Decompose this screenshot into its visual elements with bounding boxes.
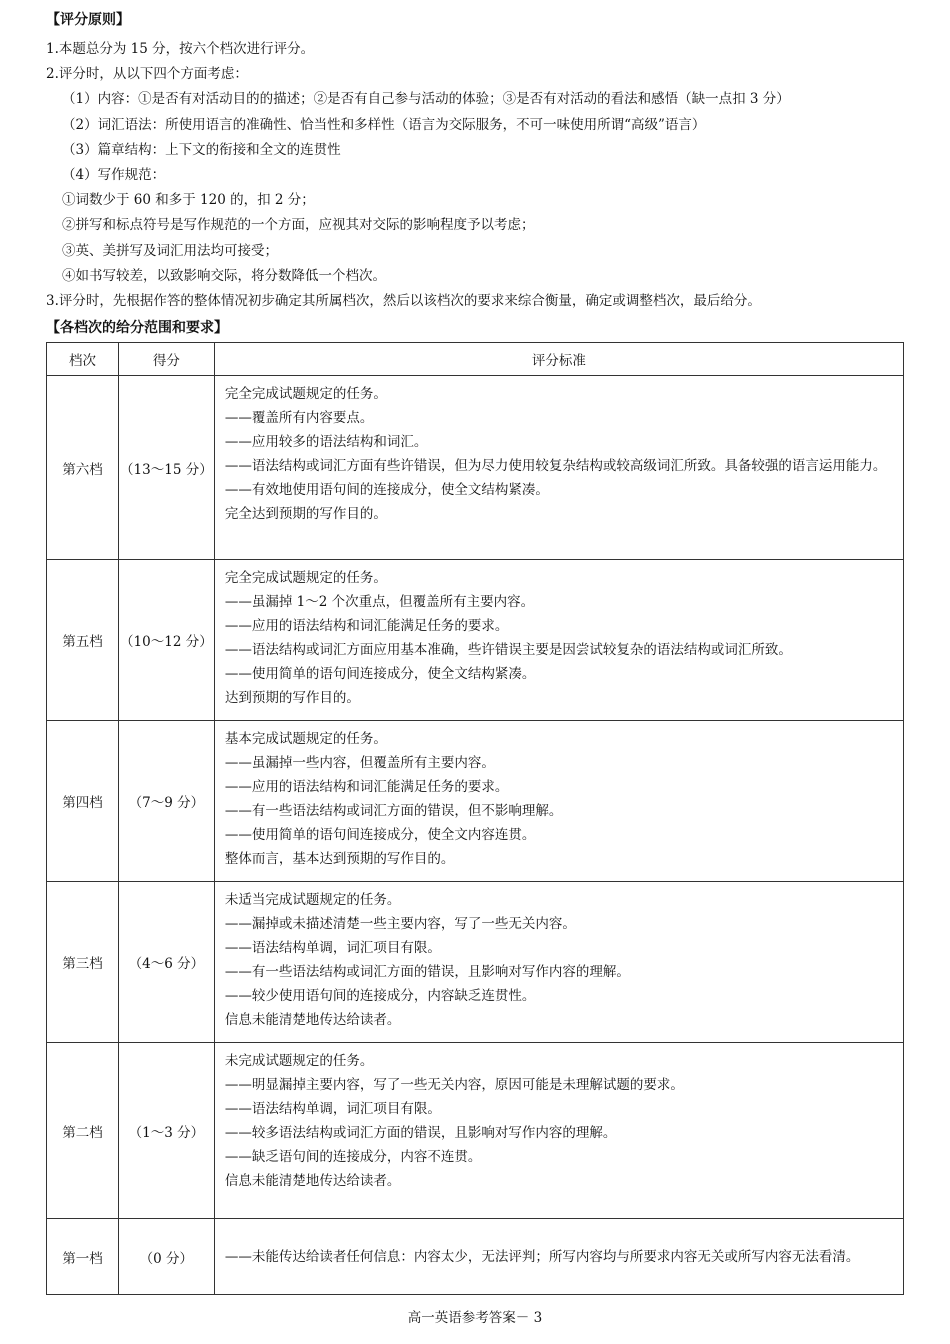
criteria-line: 基本完成试题规定的任务。 [224,731,387,747]
criteria-line: 完全完成试题规定的任务。 [224,386,387,402]
criteria-cell [214,882,903,1043]
criteria-line: ——使用简单的语句间连接成分，使全文内容连贯。 [224,827,536,843]
ranges-heading: 【各档次的给分范围和要求】 [46,320,228,336]
criteria-line: ——虽漏掉 1～2 个次重点，但覆盖所有主要内容。 [224,594,535,610]
criteria-line: ——较少使用语句间的连接成分，内容缺乏连贯性。 [224,988,536,1004]
principle-line: ③英、美拼写及词汇用法均可接受； [62,242,278,259]
criteria-line: ——较多语法结构或词汇方面的错误，且影响对写作内容的理解。 [224,1125,617,1141]
criteria-line: ——虽漏掉一些内容，但覆盖所有主要内容。 [224,755,495,771]
principles-list [46,37,926,314]
criteria-line: 达到预期的写作目的。 [224,690,360,706]
table-row [47,721,904,882]
table-row [47,560,904,721]
principle-line: 3.评分时，先根据作答的整体情况初步确定其所属档次，然后以该档次的要求来综合衡量，确定或调整档次，最后给分。 [46,292,761,309]
criteria-line: 完全完成试题规定的任务。 [224,570,387,586]
header-level: 档次 [47,343,119,376]
criteria-line: ——应用的语法结构和词汇能满足任务的要求。 [224,779,509,795]
criteria-line: 信息未能清楚地传达给读者。 [224,1173,401,1189]
criteria-line: ——应用的语法结构和词汇能满足任务的要求。 [224,618,509,634]
header-score: 得分 [118,343,214,376]
criteria-line: 整体而言，基本达到预期的写作目的。 [224,851,455,867]
criteria-line: ——有一些语法结构或词汇方面的错误，且影响对写作内容的理解。 [224,964,630,980]
level-cell: 第六档 [47,376,119,560]
score-cell: （10～12 分） [118,560,214,721]
principle-line: （2）词汇语法：所使用语言的准确性、恰当性和多样性（语言为交际服务，不可一味使用所谓“高级”语言） [62,116,706,133]
principles-heading: 【评分原则】 [46,12,130,28]
criteria-cell [214,376,903,560]
criteria-line: ——未能传达给读者任何信息：内容太少，无法评判；所写内容均与所要求内容无关或所写内容无法看清。 [224,1248,860,1265]
criteria-line: ——语法结构或词汇方面有些许错误，但为尽力使用较复杂结构或较高级词汇所致。具备较强的语言运用能力。 [224,458,887,474]
criteria-cell [214,560,903,721]
criteria-line: ——语法结构单调，词汇项目有限。 [224,940,441,956]
principle-line: 2.评分时，从以下四个方面考虑： [46,66,248,83]
criteria-line: ——语法结构单调，词汇项目有限。 [224,1101,441,1117]
score-cell: （13～15 分） [118,376,214,560]
score-cell: （0 分） [118,1219,214,1295]
criteria-line: ——缺乏语句间的连接成分，内容不连贯。 [224,1149,482,1165]
criteria-line: ——应用较多的语法结构和词汇。 [224,434,428,450]
criteria-cell [214,1043,903,1219]
score-cell: （7～9 分） [118,721,214,882]
criteria-line: ——有效地使用语句间的连接成分，使全文结构紧凑。 [224,482,549,498]
principle-line: ④如书写较差，以致影响交际，将分数降低一个档次。 [62,267,386,284]
table-row [47,1043,904,1219]
scoring-table [46,342,904,1295]
criteria-line: 信息未能清楚地传达给读者。 [224,1012,401,1028]
principle-line: ②拼写和标点符号是写作规范的一个方面，应视其对交际的影响程度予以考虑； [62,217,535,234]
table-row [47,882,904,1043]
level-cell: 第四档 [47,721,119,882]
criteria-line: ——有一些语法结构或词汇方面的错误，但不影响理解。 [224,803,563,819]
principle-line: 1.本题总分为 15 分，按六个档次进行评分。 [46,41,315,57]
criteria-line: 未完成试题规定的任务。 [224,1053,374,1069]
level-cell: 第三档 [47,882,119,1043]
criteria-line: ——漏掉或未描述清楚一些主要内容，写了一些无关内容。 [224,916,576,932]
criteria-line: 未适当完成试题规定的任务。 [224,892,401,908]
table-row [47,376,904,560]
criteria-line: ——语法结构或词汇方面应用基本准确，些许错误主要是因尝试较复杂的语法结构或词汇所致。 [224,642,792,658]
page-footer: 高一英语参考答案－ 3 [407,1310,543,1326]
level-cell: 第一档 [47,1219,119,1295]
principle-line: （1）内容：①是否有对活动目的的描述；②是否有自己参与活动的体验；③是否有对活动的看法和感悟（缺一点扣 3 分） [62,91,790,108]
criteria-line: 完全达到预期的写作目的。 [224,506,387,522]
principle-line: （4）写作规范： [62,166,166,183]
criteria-line: ——明显漏掉主要内容，写了一些无关内容，原因可能是未理解试题的要求。 [224,1077,684,1093]
score-cell: （1～3 分） [118,1043,214,1219]
criteria-cell [214,721,903,882]
level-cell: 第五档 [47,560,119,721]
table-header-row [47,343,904,376]
header-criteria: 评分标准 [214,343,903,376]
criteria-line: ——使用简单的语句间连接成分，使全文结构紧凑。 [224,666,536,682]
level-cell: 第二档 [47,1043,119,1219]
principle-line: ①词数少于 60 和多于 120 的，扣 2 分； [62,192,315,209]
principle-line: （3）篇章结构：上下文的衔接和全文的连贯性 [62,141,341,158]
table-row [47,1219,904,1295]
score-cell: （4～6 分） [118,882,214,1043]
criteria-cell [214,1219,903,1295]
criteria-line: ——覆盖所有内容要点。 [224,410,374,426]
